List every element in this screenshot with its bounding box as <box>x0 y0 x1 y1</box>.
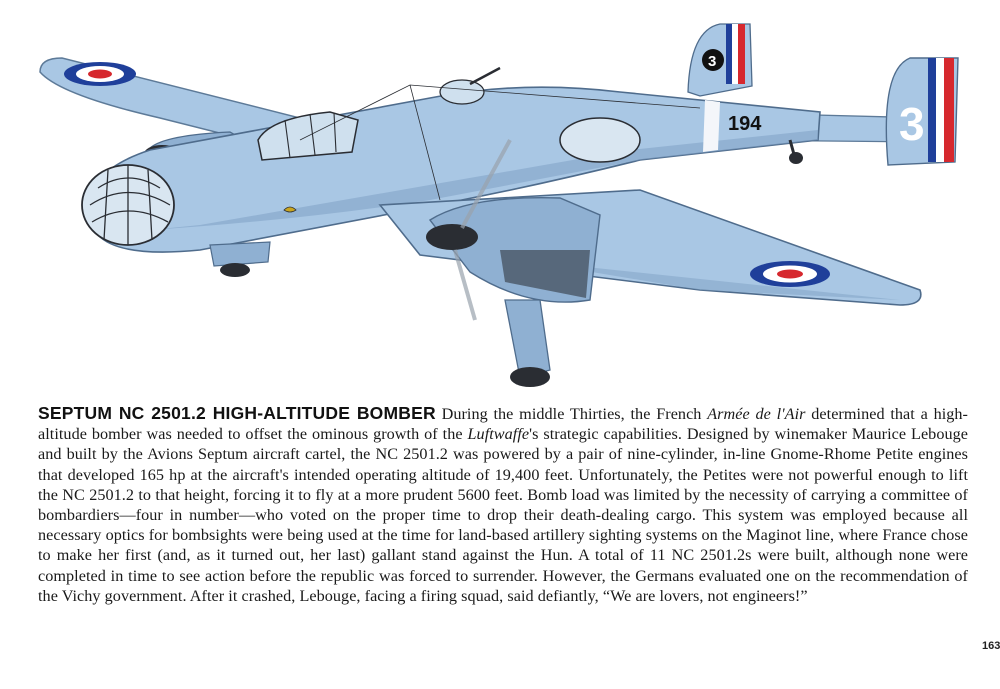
article-text-3: 's strategic capabilities. Designed by winemaker Maurice Lebouge and built by the Avions Septum aircraft cartel, the NC 2501.2 was powered by a pair of nine-cylinder, in-line Gnome-Rhome Petite engines that developed 165 hp at the aircraft's intended operating altitude of 19,400 feet. Unfortunately, the Petites were not powerful enough to lift the NC 2501.2 to that height, forcing it to fly at a more prudent 5600 feet. Bomb load was limited by the necessity of carrying a committee of bombardiers—four in number—who voted on the proper time to drop their death-dealing cargo. This system was employed because all necessary optics for bombsights were being used at the time for land-based artillery sighting systems on the Maginot line, where France chose to make her first (and, as it turned out, her last) gallant stand against the Hun. A total of 11 NC 2501.2s were built, although none were completed in time to see action before the republic was forced to surrender. However, the Germans evaluated one on the recommendation of the Vichy government. After it crashed, Lebouge, facing a firing squad, said defiantly, “We are lovers, not engineers!” <box>38 425 968 605</box>
fuselage-number: 194 <box>728 113 762 135</box>
right-wing-roundel <box>750 261 830 287</box>
article-text-luftwaffe: Luftwaffe <box>467 425 530 444</box>
article-body <box>38 403 968 606</box>
fuselage-band <box>703 100 720 152</box>
fin-number-small: 3 <box>708 53 717 70</box>
right-spinner <box>426 224 478 250</box>
fin-number-large: 3 <box>899 98 925 150</box>
article-text-1: During the middle Thirties, the French <box>435 405 708 423</box>
main-landing-gear <box>505 300 550 387</box>
page-number: 163 <box>982 640 1000 652</box>
tail-wheel <box>789 140 803 164</box>
article-text-2: determined that a high-altitude bomber was needed to offset the ominous growth of the <box>38 405 968 444</box>
nose-gear <box>210 242 270 277</box>
article-text-air-force: Armée de l'Air <box>707 405 806 423</box>
left-wing-roundel <box>64 62 136 86</box>
glazed-nose <box>82 165 174 245</box>
tail-fin-near <box>886 58 958 165</box>
waist-window <box>560 118 640 162</box>
article-title: SEPTUM NC 2501.2 HIGH-ALTITUDE BOMBER <box>38 403 436 423</box>
tail-fin-far <box>688 24 752 96</box>
